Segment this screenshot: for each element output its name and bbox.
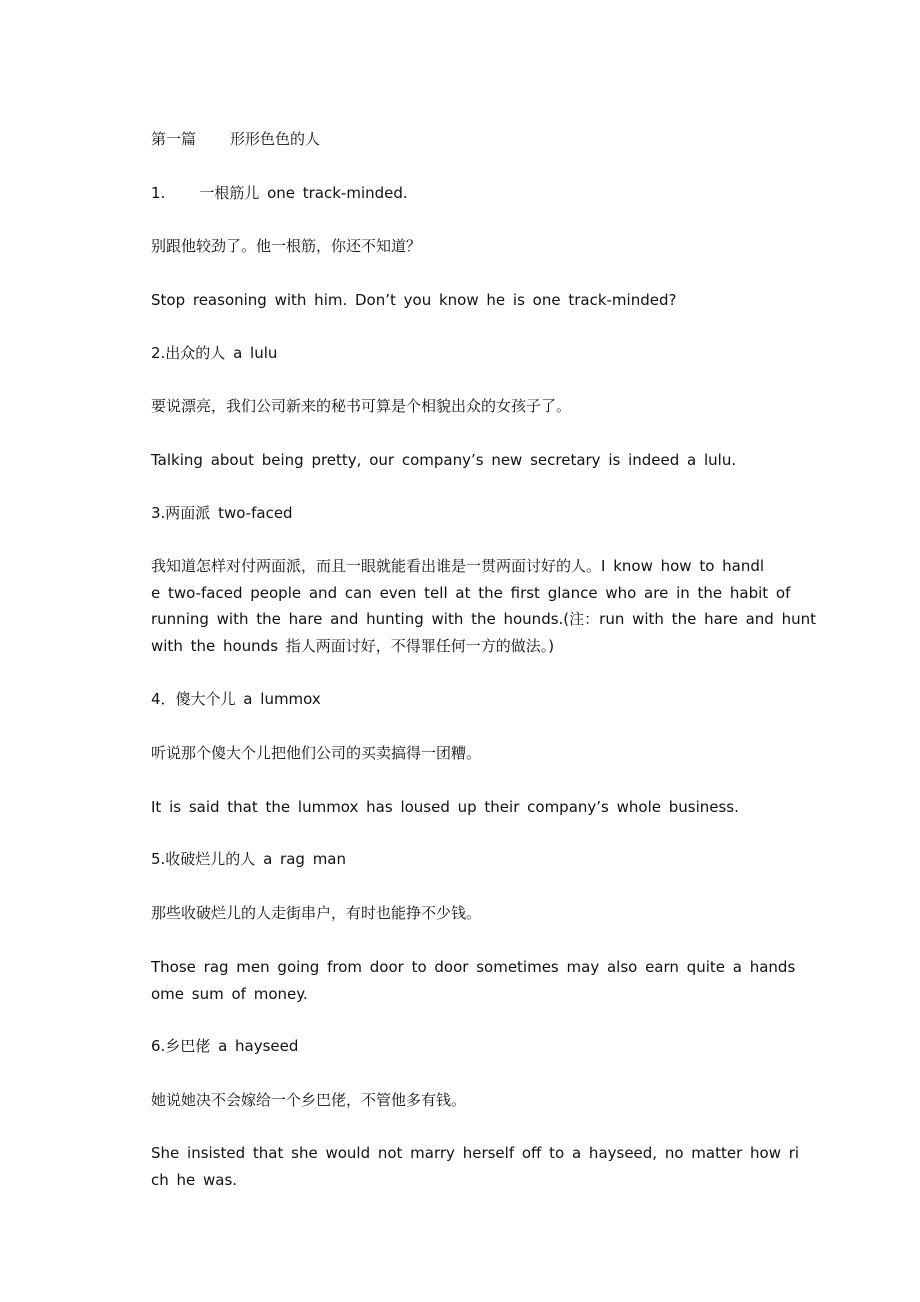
entry-1-english-line: Stop reasoning with him. Don’t you know he is one track-minded?: [151, 291, 677, 309]
chapter-part: 第一篇: [151, 130, 197, 148]
entry-4-english-line: It is said that the lummox has loused up their company’s whole business.: [151, 798, 739, 816]
entry-1-number: 1.: [151, 184, 166, 202]
entry-2-english-example: [151, 447, 791, 474]
entry-6-chinese-example: 她说她决不会嫁给一个乡巴佬，不管他多有钱。: [151, 1091, 467, 1109]
entry-2-chinese-example: 要说漂亮，我们公司新来的秘书可算是个相貌出众的女孩子了。: [151, 397, 572, 415]
entry-4-chinese-example: 听说那个傻大个儿把他们公司的买卖搞得一团糟。: [151, 744, 482, 762]
entry-1-chinese-example: 别跟他较劲了。他一根筋，你还不知道？: [151, 237, 422, 255]
entry-3-line: running with the hare and hunting with the hounds.(注：run with the hare and hunt: [151, 610, 816, 628]
chapter-heading: [151, 126, 320, 153]
entry-2-english-line: Talking about being pretty, our company’s new secretary is indeed a lulu.: [151, 451, 737, 469]
entry-1-heading: [151, 180, 408, 207]
entry-5-english-line: Those rag men going from door to door sometimes may also earn quite a hands: [151, 958, 796, 976]
entry-4-english-example: [151, 794, 791, 821]
entry-3-line: e two-faced people and can even tell at the first glance who are in the habit of: [151, 583, 791, 602]
entry-5-chinese-example: 那些收破烂儿的人走街串户，有时也能挣不少钱。: [151, 904, 482, 922]
entry-6-heading: 6.乡巴佬 a hayseed: [151, 1037, 299, 1055]
entry-1-term: 一根筋儿 one track-minded.: [199, 184, 408, 202]
entry-6-english-line: She insisted that she would not marry herself off to a hayseed, no matter how ri: [151, 1144, 800, 1162]
entry-3-line: with the hounds 指人两面讨好，不得罪任何一方的做法。): [151, 636, 555, 655]
entry-1-english-example: [151, 287, 791, 314]
entry-3-line: 我知道怎样对付两面派，而且一眼就能看出谁是一贯两面讨好的人。I know how to handl: [151, 557, 765, 575]
entry-4-heading: 4．傻大个儿 a lummox: [151, 690, 321, 708]
entry-5-english-line: ome sum of money.: [151, 984, 308, 1003]
entry-5-english-example: [151, 954, 796, 1007]
entry-6-english-example: [151, 1140, 800, 1193]
entry-3-heading: 3.两面派 two-faced: [151, 504, 293, 522]
entry-6-english-line: ch he was.: [151, 1170, 238, 1189]
entry-2-heading: 2.出众的人 a lulu: [151, 344, 278, 362]
entry-3-example: [151, 553, 816, 659]
chapter-title: 形形色色的人: [230, 130, 321, 148]
entry-5-heading: 5.收破烂儿的人 a rag man: [151, 850, 346, 868]
